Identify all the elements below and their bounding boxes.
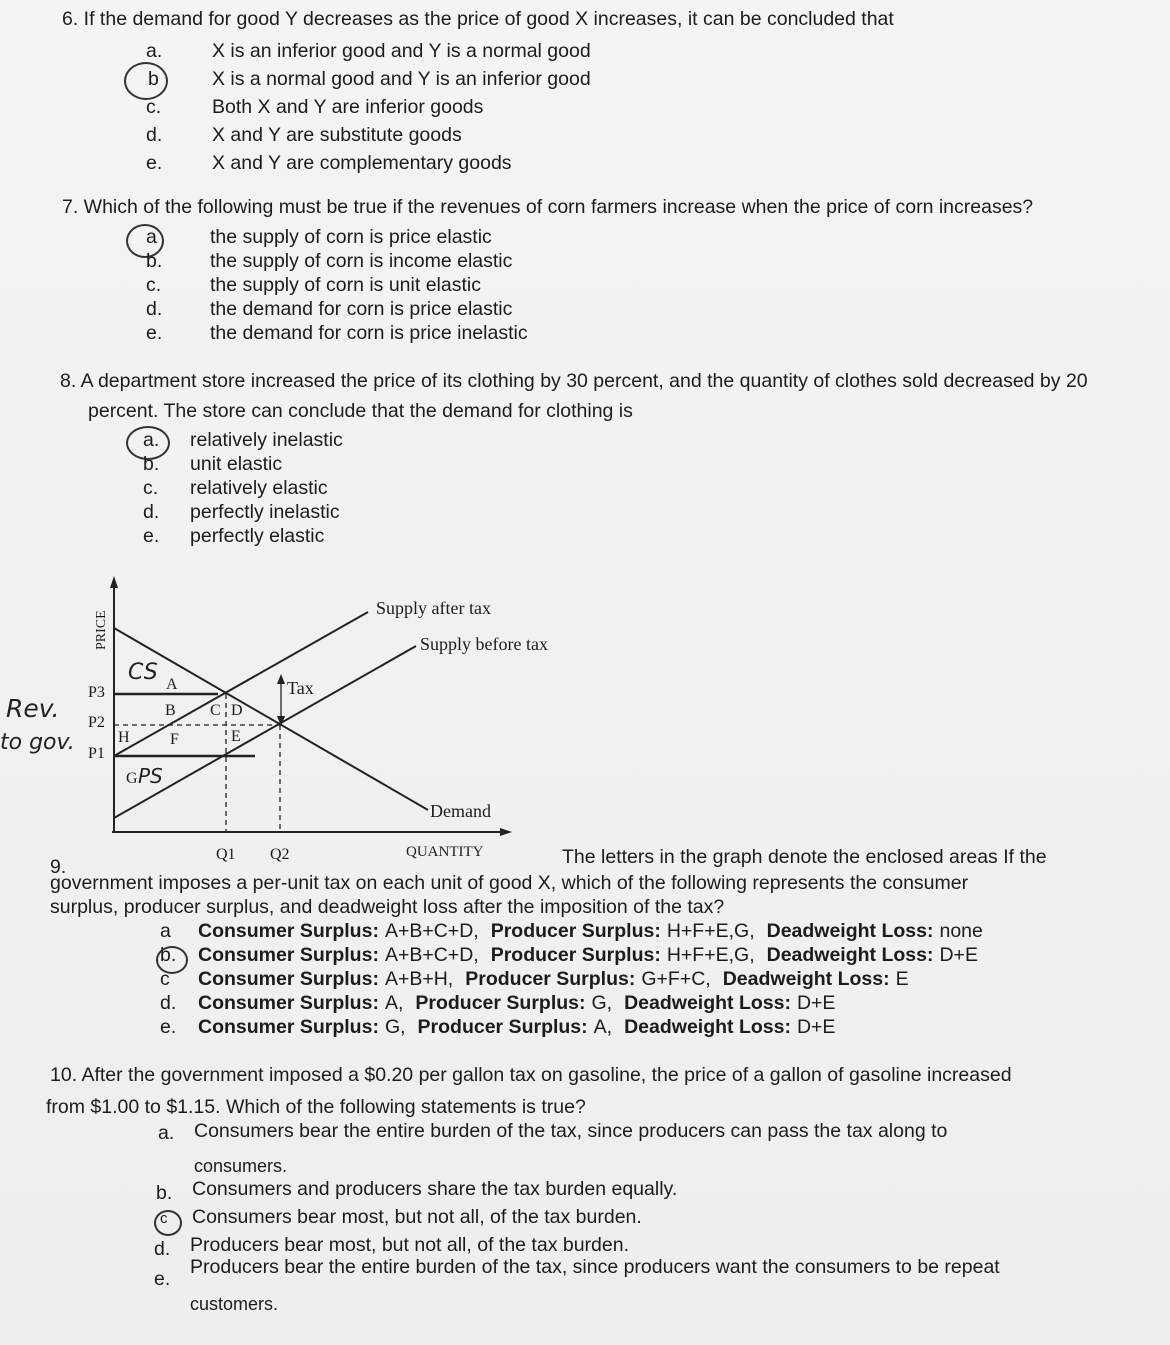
q8-b: unit elastic bbox=[190, 453, 283, 475]
q10-c-letter: c bbox=[160, 1210, 168, 1227]
q9-option-ps-label: Producer Surplus: bbox=[417, 1016, 588, 1038]
q9-option-ps-label: Producer Surplus: bbox=[490, 944, 661, 966]
supply-after-label: Supply after tax bbox=[376, 598, 491, 618]
q8-c: relatively elastic bbox=[190, 477, 328, 499]
q9-option-dw: E bbox=[895, 968, 909, 990]
q6-e: X and Y are complementary goods bbox=[212, 152, 512, 174]
q9-option-dw-label: Deadweight Loss: bbox=[722, 968, 890, 990]
q7-d-letter: d. bbox=[146, 298, 163, 320]
q7-e-letter: e. bbox=[146, 322, 163, 344]
q7-b: the supply of corn is income elastic bbox=[210, 250, 513, 272]
q9-option-ps-label: Producer Surplus: bbox=[465, 968, 636, 990]
q7-stem: 7. Which of the following must be true if the revenues of corn farmers increase when the price of corn increases? bbox=[62, 196, 1034, 218]
q6-e-letter: e. bbox=[146, 152, 163, 174]
q6-d-letter: d. bbox=[146, 124, 163, 146]
answer-circle bbox=[156, 946, 188, 974]
p1-label: P1 bbox=[88, 745, 105, 762]
q10-a-cont: consumers. bbox=[194, 1156, 288, 1176]
q6-d: X and Y are substitute goods bbox=[212, 124, 462, 146]
q7-c: the supply of corn is unit elastic bbox=[210, 274, 481, 296]
q9-option-ps: G+F+C, bbox=[641, 968, 711, 990]
q10-b: Consumers and producers share the tax burden equally. bbox=[192, 1178, 678, 1200]
tax-label: Tax bbox=[287, 678, 314, 698]
q9-option-dw-label: Deadweight Loss: bbox=[624, 992, 791, 1014]
q9-option-dw: none bbox=[939, 920, 983, 942]
q10-b-letter: b. bbox=[156, 1182, 173, 1204]
q9-option bbox=[160, 1016, 847, 1039]
q9-option bbox=[160, 968, 921, 991]
q9-stem-line2: surplus, producer surplus, and deadweight loss after the imposition of the tax? bbox=[50, 896, 725, 918]
q9-number: 9. bbox=[50, 856, 67, 878]
q9-option-letter: b. bbox=[160, 944, 177, 966]
q9-option-ps-label: Producer Surplus: bbox=[490, 920, 661, 942]
q9-option bbox=[160, 920, 995, 943]
q9-option-cs-label: Consumer Surplus: bbox=[198, 1016, 379, 1038]
q7-a: the supply of corn is price elastic bbox=[210, 226, 492, 248]
q10-a-letter: a. bbox=[158, 1122, 175, 1144]
area-f: F bbox=[170, 731, 179, 748]
q2-label: Q2 bbox=[270, 846, 290, 863]
q9-option bbox=[160, 944, 990, 967]
q9-option-ps: A, bbox=[593, 1016, 613, 1038]
q6-stem: 6. If the demand for good Y decreases as the price of good X increases, it can be concluded that bbox=[62, 8, 894, 30]
x-arrow-head bbox=[500, 828, 512, 836]
q9-option-cs-label: Consumer Surplus: bbox=[198, 944, 379, 966]
q9-option-letter: e. bbox=[160, 1016, 177, 1038]
q6-a: X is an inferior good and Y is a normal good bbox=[212, 40, 591, 62]
q10-c: Consumers bear most, but not all, of the tax burden. bbox=[192, 1206, 642, 1228]
q8-e-letter: e. bbox=[143, 525, 160, 547]
q9-option-letter: d. bbox=[160, 992, 177, 1014]
x-axis-label: QUANTITY bbox=[406, 844, 484, 860]
q9-option-dw-label: Deadweight Loss: bbox=[766, 920, 934, 942]
q9-option-dw: D+E bbox=[796, 1016, 836, 1038]
q8-b-letter: b. bbox=[143, 453, 160, 475]
demand-label: Demand bbox=[430, 801, 491, 821]
q9-option-ps-label: Producer Surplus: bbox=[415, 992, 586, 1014]
area-c: C bbox=[210, 702, 221, 719]
p2-label: P2 bbox=[88, 714, 105, 731]
answer-circle bbox=[154, 1210, 182, 1236]
area-a: A bbox=[166, 676, 178, 693]
handwritten-rev: Rev. bbox=[6, 694, 60, 723]
q10-a: Consumers bear the entire burden of the tax, since producers can pass the tax along to bbox=[194, 1120, 948, 1142]
q9-option-letter: c bbox=[160, 968, 170, 990]
handwritten-ps: PS bbox=[138, 764, 163, 788]
supply-before-label: Supply before tax bbox=[420, 634, 548, 654]
q9-option-cs: A+B+C+D, bbox=[384, 920, 479, 942]
q10-d-letter: d. bbox=[154, 1238, 171, 1260]
area-g: G bbox=[126, 770, 138, 787]
supply-before-curve bbox=[114, 646, 416, 818]
q10-e: Producers bear the entire burden of the tax, since producers want the consumers to be repeat bbox=[190, 1256, 1000, 1278]
q8-a-letter: a. bbox=[143, 429, 160, 451]
q1-label: Q1 bbox=[216, 846, 236, 863]
area-d: D bbox=[231, 702, 243, 719]
q9-option-cs: G, bbox=[384, 1016, 406, 1038]
q8-d: perfectly inelastic bbox=[190, 501, 340, 523]
q6-b: X is a normal good and Y is an inferior good bbox=[212, 68, 591, 90]
area-h: H bbox=[118, 729, 130, 746]
q8-stem-line2: percent. The store can conclude that the demand for clothing is bbox=[88, 400, 633, 422]
y-arrow-head bbox=[110, 576, 118, 588]
q9-option bbox=[160, 992, 847, 1015]
q9-option-cs: A+B+C+D, bbox=[384, 944, 479, 966]
y-axis-label: PRICE bbox=[94, 610, 109, 650]
q9-option-dw: D+E bbox=[796, 992, 836, 1014]
q6-c: Both X and Y are inferior goods bbox=[212, 96, 484, 118]
q9-intro: The letters in the graph denote the enclosed areas If the bbox=[562, 846, 1047, 868]
q8-stem-line1: 8. A department store increased the price of its clothing by 30 percent, and the quantity of clothes sold decreased by 20 bbox=[60, 370, 1088, 392]
q9-option-dw-label: Deadweight Loss: bbox=[624, 1016, 791, 1038]
q6-c-letter: c. bbox=[146, 96, 162, 118]
q7-e: the demand for corn is price inelastic bbox=[210, 322, 528, 344]
q10-stem-line1: 10. After the government imposed a $0.20 per gallon tax on gasoline, the price of a gallon of gasoline increased bbox=[50, 1064, 1012, 1086]
q9-option-cs-label: Consumer Surplus: bbox=[198, 968, 379, 990]
q7-a-letter: a bbox=[146, 226, 157, 248]
q9-option-ps: H+F+E,G, bbox=[666, 920, 755, 942]
q10-e-cont: customers. bbox=[190, 1294, 279, 1314]
q9-option-cs-label: Consumer Surplus: bbox=[198, 992, 379, 1014]
q9-option-cs: A+B+H, bbox=[384, 968, 454, 990]
q7-c-letter: c. bbox=[146, 274, 162, 296]
q9-option-dw-label: Deadweight Loss: bbox=[766, 944, 934, 966]
q10-d: Producers bear most, but not all, of the tax burden. bbox=[190, 1234, 629, 1256]
q9-option-dw: D+E bbox=[939, 944, 978, 966]
q9-option-letter: a bbox=[160, 920, 171, 942]
q7-b-letter: b. bbox=[146, 250, 163, 272]
area-b: B bbox=[165, 702, 176, 719]
q9-option-cs: A, bbox=[384, 992, 404, 1014]
q8-e: perfectly elastic bbox=[190, 525, 325, 547]
q6-b-letter: b bbox=[148, 68, 159, 90]
q9-option-cs-label: Consumer Surplus: bbox=[198, 920, 379, 942]
q9-stem-line1: government imposes a per-unit tax on each unit of good X, which of the following represents the consumer bbox=[50, 872, 969, 894]
q6-a-letter: a. bbox=[146, 40, 163, 62]
q8-d-letter: d. bbox=[143, 501, 160, 523]
q8-a: relatively inelastic bbox=[190, 429, 343, 451]
handwritten-to-gov: to gov. bbox=[0, 730, 75, 755]
handwritten-cs: CS bbox=[128, 660, 158, 685]
q8-c-letter: c. bbox=[143, 477, 159, 499]
q7-d: the demand for corn is price elastic bbox=[210, 298, 513, 320]
q10-e-letter: e. bbox=[154, 1268, 171, 1290]
q9-option-ps: H+F+E,G, bbox=[666, 944, 755, 966]
p3-label: P3 bbox=[88, 684, 105, 701]
area-e: E bbox=[231, 728, 241, 745]
q9-option-ps: G, bbox=[591, 992, 613, 1014]
q10-stem-line2: from $1.00 to $1.15. Which of the following statements is true? bbox=[46, 1096, 586, 1118]
